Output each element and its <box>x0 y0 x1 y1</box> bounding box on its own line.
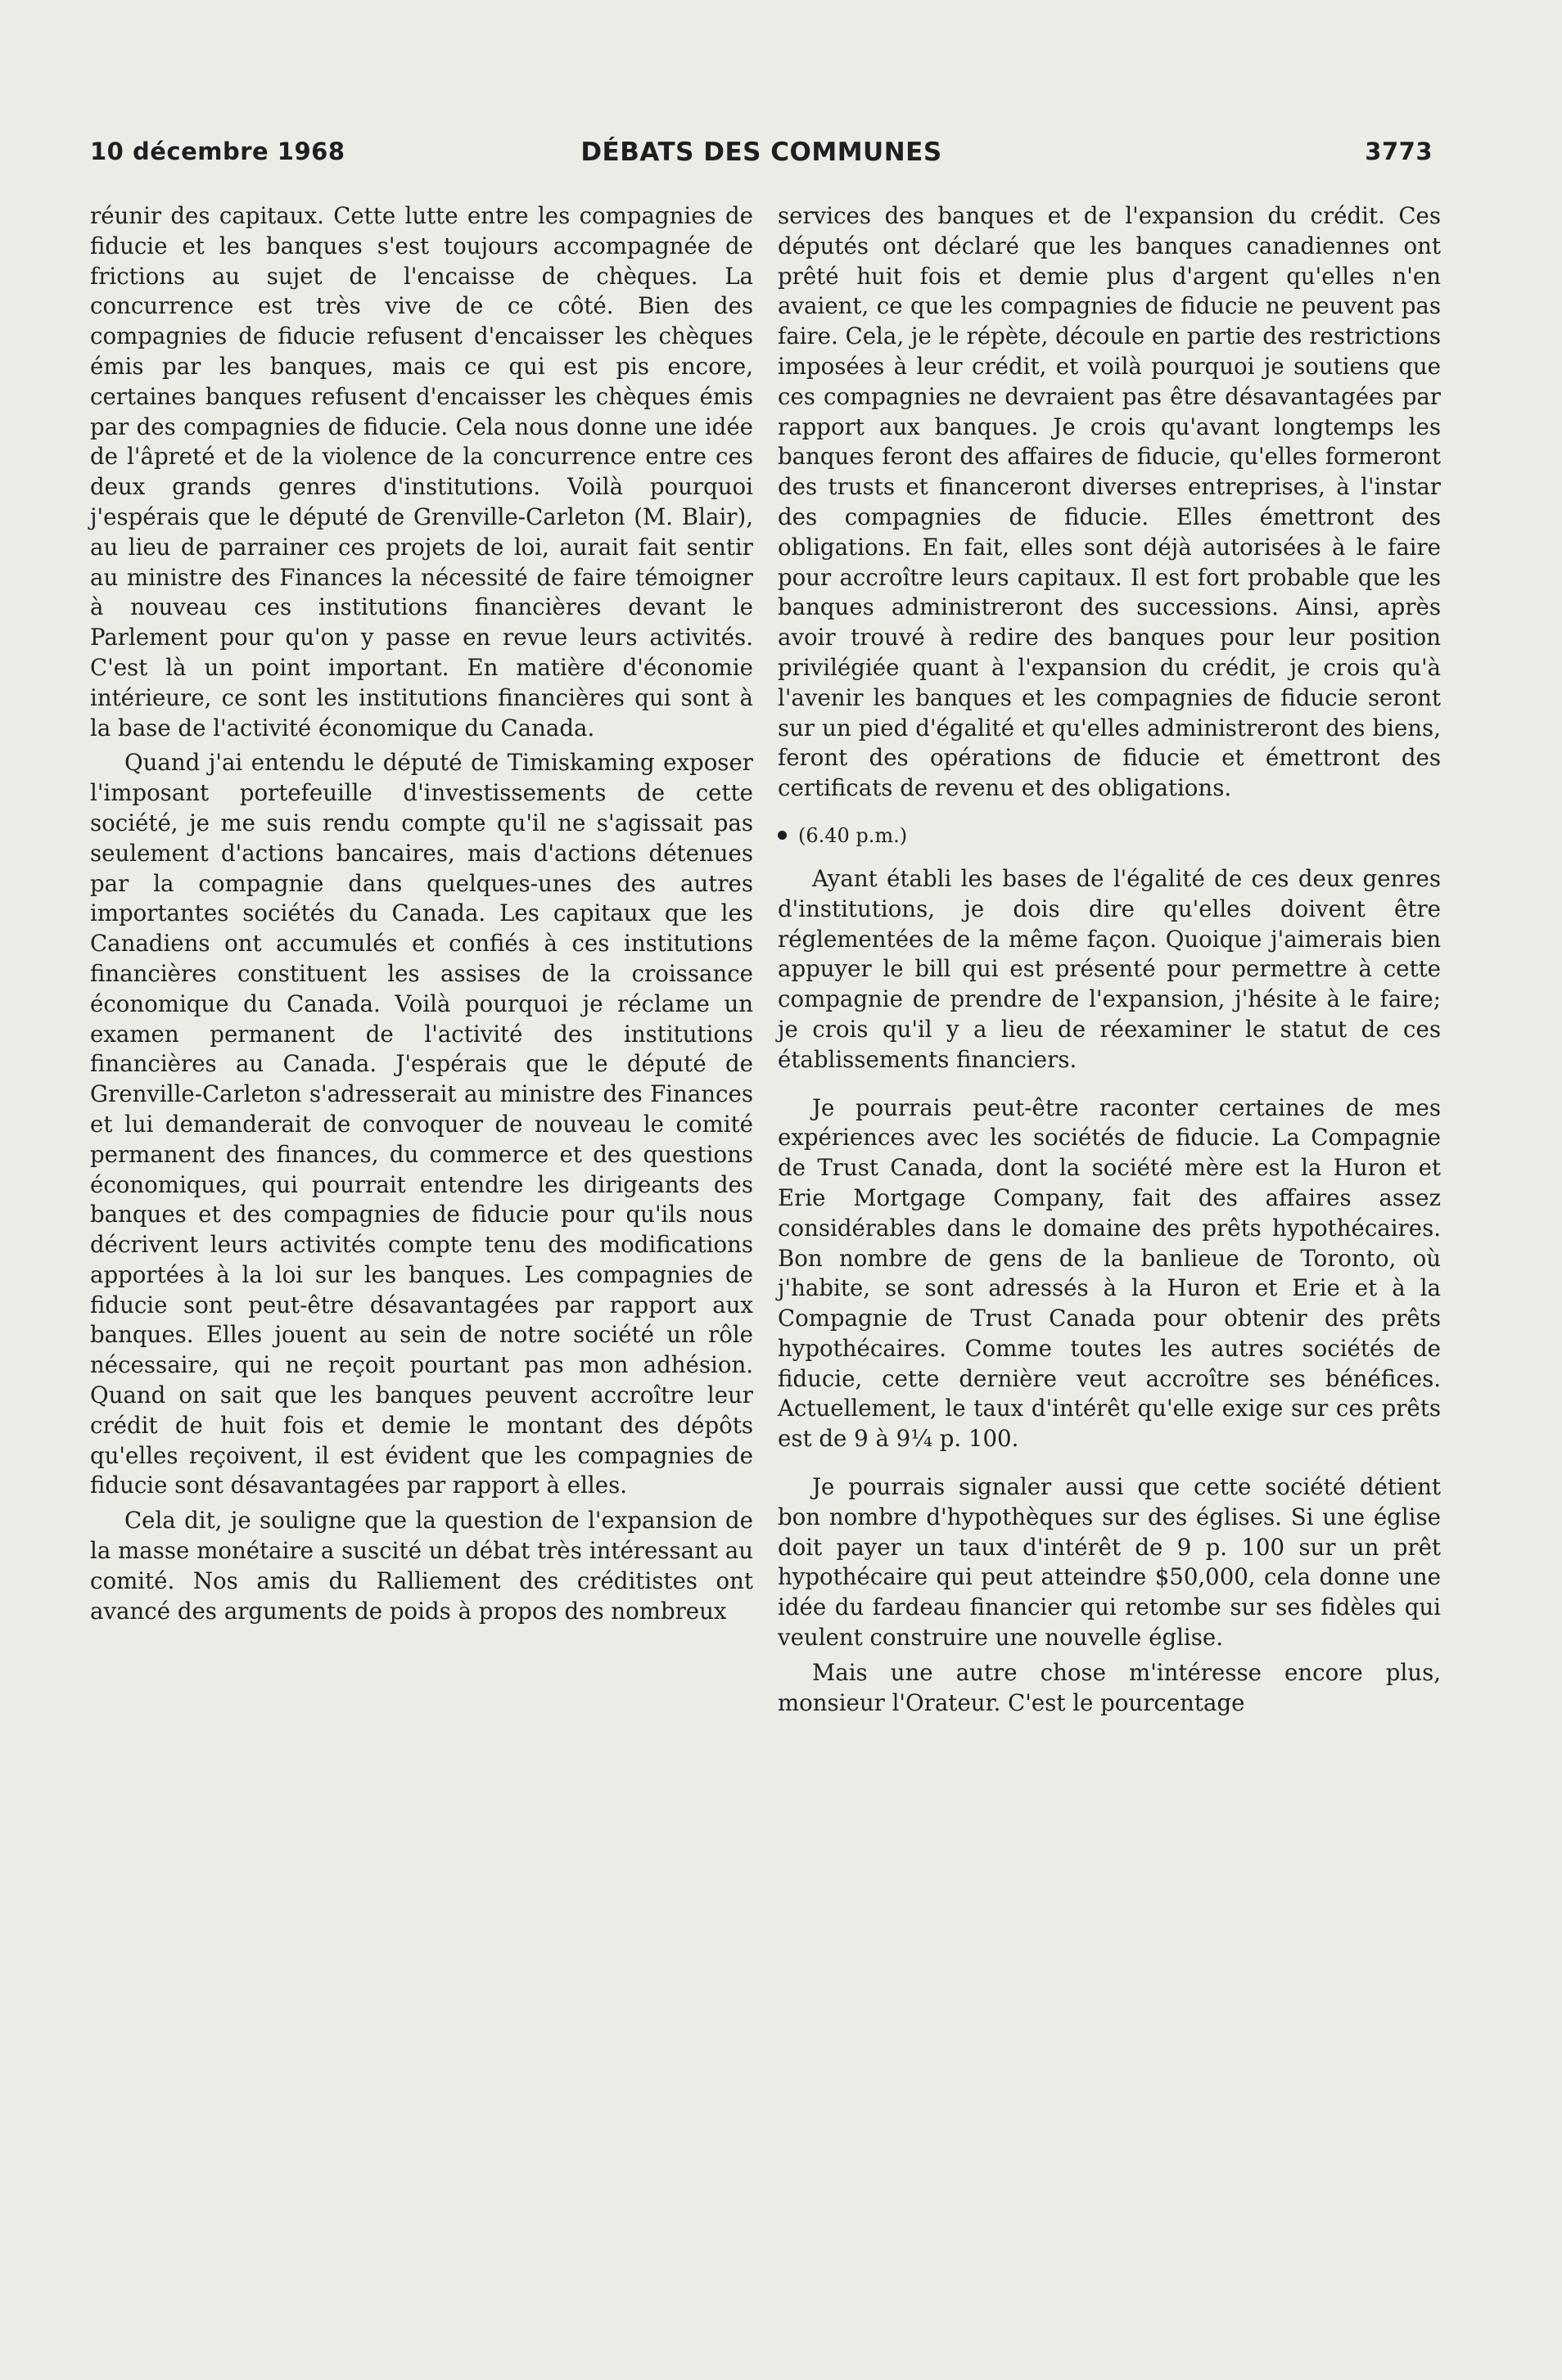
right-column <box>778 201 1441 1718</box>
left-column <box>90 201 753 1626</box>
header-date: 10 décembre 1968 <box>90 137 345 165</box>
right-paragraph-5: Mais une autre chose m'intéresse encore plus, monsieur l'Orateur. C'est le pourcentage <box>778 1658 1441 1716</box>
header-page-number: 3773 <box>1365 137 1433 165</box>
header-title: DÉBATS DES COMMUNES <box>580 137 942 167</box>
right-paragraph-3: Je pourrais peut-être raconter certaines de mes expériences avec les sociétés de fiducie. La Compagnie de Trust Canada, dont la société mère est la Huron et Erie Mortgage Company, fait des affaires assez considérables dans le domaine des prêts hypothécaires. Bon nombre de gens de la banlieue de Toronto, où j'habite, se sont adressés à la Huron et Erie et à la Compagnie de Trust Canada pour obtenir des prêts hypothécaires. Comme toutes les autres sociétés de fiducie, cette dernière veut accroître ses bénéfices. Actuellement, le taux d'intérêt qu'elle exige sur ces prêts est de 9 à 9¼ p. 100. <box>778 1093 1441 1453</box>
right-paragraph-4: Je pourrais signaler aussi que cette société détient bon nombre d'hypothèques sur des églises. Si une église doit payer un taux d'intérêt de 9 p. 100 sur un prêt hypothécaire qui peut atteindre $50,000, cela donne une idée du fardeau financier qui retombe sur ses fidèles qui veulent construire une nouvelle église. <box>778 1473 1441 1652</box>
left-paragraph-1: réunir des capitaux. Cette lutte entre les compagnies de fiducie et les banques s'est toujours accompagnée de frictions au sujet de l'encaisse de chèques. La concurrence est très vive de ce côté. Bien des compagnies de fiducie refusent d'encaisser les chèques émis par les banques, mais ce qui est pis encore, certaines banques refusent d'encaisser les chèques émis par des compagnies de fiducie. Cela nous donne une idée de l'âpreté et de la violence de la concurrence entre ces deux grands genres d'institutions. Voilà pourquoi j'espérais que le député de Grenville-Carleton (M. Blair), au lieu de parrainer ces projets de loi, aurait fait sentir au ministre des Finances la nécessité de faire témoigner à nouveau ces institutions financières devant le Parlement pour qu'on y passe en revue leurs activités. C'est là un point important. En matière d'économie intérieure, ce sont les institutions financières qui sont à la base de l'activité économique du Canada. <box>90 202 753 741</box>
bullet-icon <box>778 831 787 840</box>
left-paragraph-3: Cela dit, je souligne que la question de l'expansion de la masse monétaire a suscité un débat très intéressant au comité. Nos amis du Ralliement des créditistes ont avancé des arguments de poids à propos des nombreux <box>90 1507 753 1625</box>
left-paragraph-2: Quand j'ai entendu le député de Timiskaming exposer l'imposant portefeuille d'investissements de cette société, je me suis rendu compte qu'il ne s'agissait pas seulement d'actions bancaires, mais d'actions détenues par la compagnie dans quelques-unes des autres importantes sociétés du Canada. Les capitaux que les Canadiens ont accumulés et confiés à ces institutions financières constituent les assises de la croissance économique du Canada. Voilà pourquoi je réclame un examen permanent de l'activité des institutions financières au Canada. J'espérais que le député de Grenville-Carleton s'adresserait au ministre des Finances et lui demanderait de convoquer de nouveau le comité permanent des finances, du commerce et des questions économiques, qui pourrait entendre les dirigeants des banques et des compagnies de fiducie pour qu'ils nous décrivent leurs activités compte tenu des modifications apportées à la loi sur les banques. Les compagnies de fiducie sont peut-être désavantagées par rapport aux banques. Elles jouent au sein de notre société un rôle nécessaire, qui ne reçoit pourtant pas mon adhésion. Quand on sait que les banques peuvent accroître leur crédit de huit fois et demie le montant des dépôts qu'elles reçoivent, il est évident que les compagnies de fiducie sont désavantagées par rapport à elles. <box>90 749 753 1499</box>
timestamp-marker <box>778 823 1441 848</box>
page-header <box>90 137 1433 178</box>
right-paragraph-1: services des banques et de l'expansion du crédit. Ces députés ont déclaré que les banques canadiennes ont prêté huit fois et demie plus d'argent qu'elles n'en avaient, ce que les compagnies de fiducie ne peuvent pas faire. Cela, je le répète, découle en partie des restrictions imposées à leur crédit, et voilà pourquoi je soutiens que ces compagnies ne devraient pas être désavantagées par rapport aux banques. Je crois qu'avant longtemps les banques feront des affaires de fiducie, qu'elles formeront des trusts et financeront diverses entreprises, à l'instar des compagnies de fiducie. Elles émettront des obligations. En fait, elles sont déjà autorisées à le faire pour accroître leurs capitaux. Il est fort probable que les banques administreront des successions. Ainsi, après avoir trouvé à redire des banques pour leur position privilégiée quant à l'expansion du crédit, je crois qu'à l'avenir les banques et les compagnies de fiducie seront sur un pied d'égalité et qu'elles administreront des biens, feront des opérations de fiducie et émettront des certificats de revenu et des obligations. <box>778 202 1441 802</box>
timestamp-text: (6.40 p.m.) <box>798 823 908 847</box>
right-paragraph-2: Ayant établi les bases de l'égalité de ces deux genres d'institutions, je dois dire qu'elles doivent être réglementées de la même façon. Quoique j'aimerais bien appuyer le bill qui est présenté pour permettre à cette compagnie de prendre de l'expansion, j'hésite à le faire; je crois qu'il y a lieu de réexaminer le statut de ces établissements financiers. <box>778 864 1441 1073</box>
